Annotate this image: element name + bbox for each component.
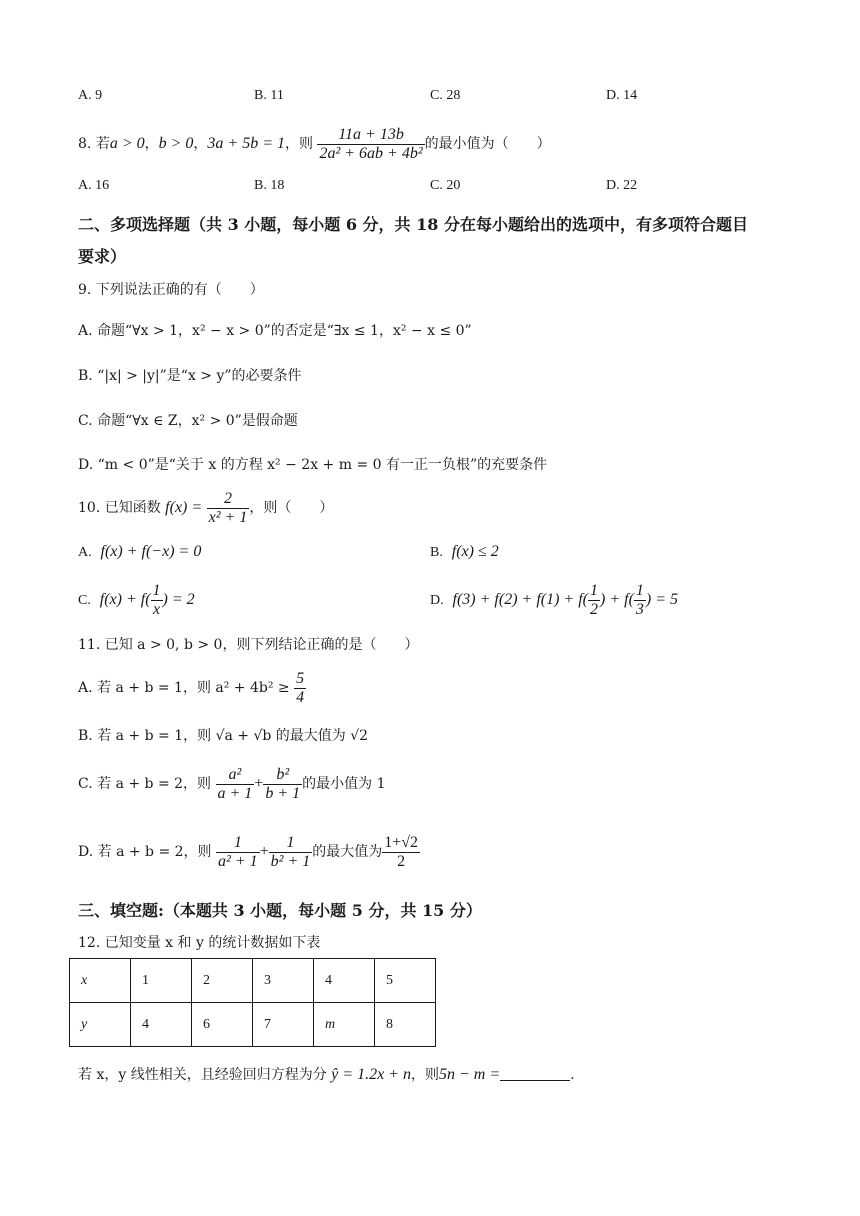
q10-option-b: B. f(x) ≤ 2	[430, 543, 499, 560]
table-cell: 6	[192, 1003, 253, 1047]
q7-option-b: B. 11	[254, 88, 284, 103]
q12-followup: 若 x，y 线性相关，且经验回归方程为分 ŷ = 1.2x + n，则5n − m = .	[78, 1066, 575, 1083]
q9-option-c: C. 命题“∀x ∈ Z，x² > 0”是假命题	[78, 413, 298, 429]
table-cell: 5	[375, 959, 436, 1003]
q10-option-a: A. f(x) + f(−x) = 0	[78, 543, 202, 560]
table-cell: m	[314, 1003, 375, 1047]
q10-stem: 10. 已知函数 f(x) = $\frac{2}{\text{x² + 1}}$ ，则（ ）	[78, 490, 334, 526]
table-cell: 4	[314, 959, 375, 1003]
q7-option-d: D. 14	[606, 88, 638, 103]
q10-option-d: D. f(3) + f(2) + f(1) + f( $\frac{1}{2}$ ) + f( $\frac{1}{3}$ ) = 5	[430, 582, 679, 618]
table-cell: 8	[375, 1003, 436, 1047]
q12-data-table	[69, 958, 436, 1047]
q11-option-a: A. 若 a + b = 1，则 a² + 4b² ≥ $\frac{5}{4}$	[78, 670, 305, 706]
table-cell: x	[70, 959, 131, 1003]
q8-option-b: B. 18	[254, 178, 285, 193]
section2-heading-cont: 要求）	[78, 247, 127, 266]
table-cell: 1	[131, 959, 192, 1003]
answer-blank	[500, 1066, 570, 1081]
q9-option-b: B. “|x| > |y|”是“x > y”的必要条件	[78, 368, 302, 384]
q11-option-d: D. 若 a + b = 2，则 $\frac{1}{\text{a² + 1}}$ + $\frac{1}{\text{b² + 1}}$ 的最大值为 $\frac{1+√2}{2}$	[78, 834, 419, 870]
q8-fraction: $\frac{11a + 13b}{\text{2a² + 6ab + 4b²}}$	[319, 126, 423, 162]
q7-option-a: A. 9	[78, 88, 103, 103]
table-cell: 7	[253, 1003, 314, 1047]
section2-heading: 二、多项选择题（共 3 小题，每小题 6 分，共 18 分在每小题给出的选项中，有多项符合题目	[78, 215, 748, 234]
q7-option-c: C. 28	[430, 88, 461, 103]
q8-stem: 8. 若a > 0，b > 0，3a + 5b = 1，则 $\frac{11a + 13b}{\text{2a² + 6ab + 4b²}}$ 的最小值为（ ）	[78, 126, 551, 162]
q9-option-a: A. 命题“∀x > 1，x² − x > 0”的否定是“∃x ≤ 1，x² − x ≤ 0”	[78, 323, 472, 339]
q11-option-b: B. 若 a + b = 1，则 √a + √b 的最大值为 √2	[78, 728, 369, 744]
q8-option-a: A. 16	[78, 178, 110, 193]
section3-heading: 三、填空题:（本题共 3 小题，每小题 5 分，共 15 分）	[78, 901, 482, 920]
table-cell: 3	[253, 959, 314, 1003]
q9-option-d: D. “m < 0”是“关于 x 的方程 x² − 2x + m = 0 有一正一负根”的充要条件	[78, 457, 548, 473]
q8-option-d: D. 22	[606, 178, 638, 193]
table-cell: 4	[131, 1003, 192, 1047]
table-cell: 2	[192, 959, 253, 1003]
q10-option-c: C. f(x) + f( $\frac{1}{x}$ ) = 2	[78, 582, 195, 618]
q9-stem: 9. 下列说法正确的有（ ）	[78, 282, 264, 298]
table-cell: y	[70, 1003, 131, 1047]
q11-stem: 11. 已知 a > 0, b > 0，则下列结论正确的是（ ）	[78, 637, 419, 653]
q11-option-c: C. 若 a + b = 2，则 $\frac{\text{a²}}{a + 1}$ + $\frac{\text{b²}}{b + 1}$ 的最小值为 1	[78, 766, 386, 802]
q12-stem: 12. 已知变量 x 和 y 的统计数据如下表	[78, 935, 321, 951]
table-row	[70, 1003, 436, 1047]
table-row	[70, 959, 436, 1003]
q8-option-c: C. 20	[430, 178, 461, 193]
